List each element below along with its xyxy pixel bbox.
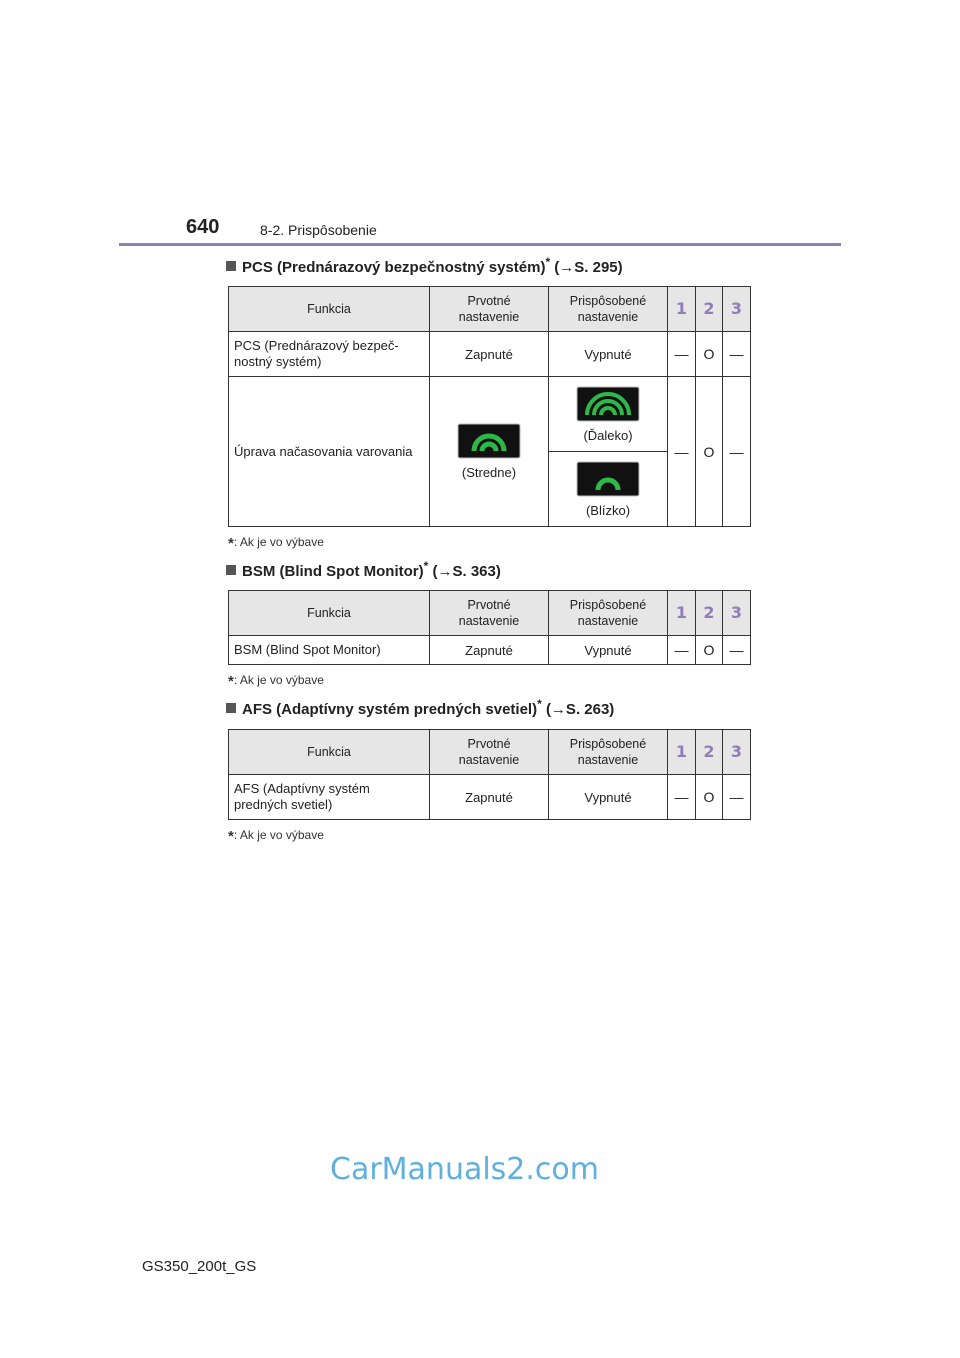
page-reference: (→S. 363) — [432, 563, 501, 580]
warning-timing-medium-icon — [457, 423, 521, 459]
mark-cell-3: — — [723, 377, 751, 527]
custom-cell: Vypnuté — [549, 636, 668, 665]
header-col-2 — [696, 730, 723, 775]
header-col-1 — [668, 730, 696, 775]
header-col-3 — [723, 591, 751, 636]
mark-cell-2: O — [696, 775, 723, 820]
header-col-2 — [696, 287, 723, 332]
custom-cell: Vypnuté — [549, 332, 668, 377]
function-cell: AFS (Adaptívny systém predných svetiel) — [229, 775, 430, 820]
number-2-icon: 2 — [703, 602, 715, 622]
warning-timing-near-icon — [576, 461, 640, 497]
footer-model: GS350_200t_GS — [142, 1258, 257, 1275]
header-col-2 — [696, 591, 723, 636]
table-row — [229, 332, 751, 377]
mark-cell-2: O — [696, 332, 723, 377]
footnote: *: Ak je vo výbave — [228, 673, 324, 690]
watermark: CarManuals2.com — [330, 1152, 600, 1187]
header-col-3 — [723, 730, 751, 775]
custom-image-cell-far — [549, 377, 668, 452]
square-bullet-icon — [226, 565, 236, 575]
default-cell: Zapnuté — [430, 636, 549, 665]
header-funkcia: Funkcia — [229, 287, 430, 332]
footnote: *: Ak je vo výbave — [228, 535, 324, 552]
asterisk: * — [537, 697, 542, 711]
page-reference: (→S. 263) — [545, 701, 615, 718]
page-number: 640 — [186, 216, 220, 238]
warning-timing-far-icon — [576, 386, 640, 422]
bsm-section-title: BSM (Blind Spot Monitor)* (→S. 363) — [226, 559, 501, 580]
image-caption-near: (Blízko) — [585, 502, 631, 518]
bsm-table — [228, 590, 751, 665]
number-3-icon: 3 — [730, 298, 743, 318]
table-row — [229, 377, 751, 452]
header-funkcia: Funkcia — [229, 730, 430, 775]
number-2-icon: 2 — [703, 298, 715, 318]
pcs-section-title: PCS (Prednárazový bezpečnostný systém)* (→S. 295) — [226, 255, 623, 276]
header-prisposobene: Prispôsobené nastavenie — [549, 730, 668, 775]
number-3-icon: 3 — [730, 741, 743, 761]
function-cell: Úprava načasovania varovania — [229, 377, 430, 527]
header-prvotne: Prvotné nastavenie — [430, 591, 549, 636]
mark-cell-1: — — [668, 377, 696, 527]
header-prisposobene: Prispôsobené nastavenie — [549, 591, 668, 636]
page-reference: (→S. 295) — [554, 259, 623, 276]
header-prisposobene: Prispôsobené nastavenie — [549, 287, 668, 332]
default-image-cell — [430, 377, 549, 527]
asterisk: * — [545, 255, 551, 269]
number-2-icon: 2 — [703, 741, 715, 761]
square-bullet-icon — [226, 261, 236, 271]
number-1-icon: 1 — [675, 741, 688, 761]
header-col-3 — [723, 287, 751, 332]
function-cell: BSM (Blind Spot Monitor) — [229, 636, 430, 665]
afs-section-title: AFS (Adaptívny systém predných svetiel)* (→S. 263) — [226, 697, 614, 718]
square-bullet-icon — [226, 703, 236, 713]
custom-cell: Vypnuté — [549, 775, 668, 820]
footnote: *: Ak je vo výbave — [228, 828, 324, 845]
mark-cell-2: O — [696, 377, 723, 527]
mark-cell-2: O — [696, 636, 723, 665]
section-label: 8-2. Prispôsobenie — [260, 222, 377, 238]
footnote-asterisk: * — [228, 673, 234, 690]
default-cell: Zapnuté — [430, 775, 549, 820]
mark-cell-1: — — [668, 775, 696, 820]
image-caption-far: (Ďaleko) — [583, 427, 633, 443]
header-col-1 — [668, 591, 696, 636]
number-1-icon: 1 — [675, 298, 688, 318]
mark-cell-1: — — [668, 636, 696, 665]
function-cell: PCS (Prednárazový bezpeč- nostný systém) — [229, 332, 430, 377]
footnote-asterisk: * — [228, 828, 234, 845]
custom-image-cell-near — [549, 452, 668, 527]
default-cell: Zapnuté — [430, 332, 549, 377]
header-rule — [119, 243, 841, 246]
pcs-table — [228, 286, 751, 527]
image-caption-medium: (Stredne) — [461, 465, 517, 480]
table-header-row — [229, 591, 751, 636]
table-header-row — [229, 287, 751, 332]
mark-cell-1: — — [668, 332, 696, 377]
header-prvotne: Prvotné nastavenie — [430, 287, 549, 332]
header-funkcia: Funkcia — [229, 591, 430, 636]
afs-table — [228, 729, 751, 820]
number-3-icon: 3 — [730, 602, 743, 622]
mark-cell-3: — — [723, 636, 751, 665]
mark-cell-3: — — [723, 332, 751, 377]
number-1-icon: 1 — [675, 602, 688, 622]
table-header-row — [229, 730, 751, 775]
asterisk: * — [423, 559, 429, 573]
mark-cell-3: — — [723, 775, 751, 820]
footnote-asterisk: * — [228, 535, 234, 552]
table-row — [229, 775, 751, 820]
header-col-1 — [668, 287, 696, 332]
table-row — [229, 636, 751, 665]
header-prvotne: Prvotné nastavenie — [430, 730, 549, 775]
